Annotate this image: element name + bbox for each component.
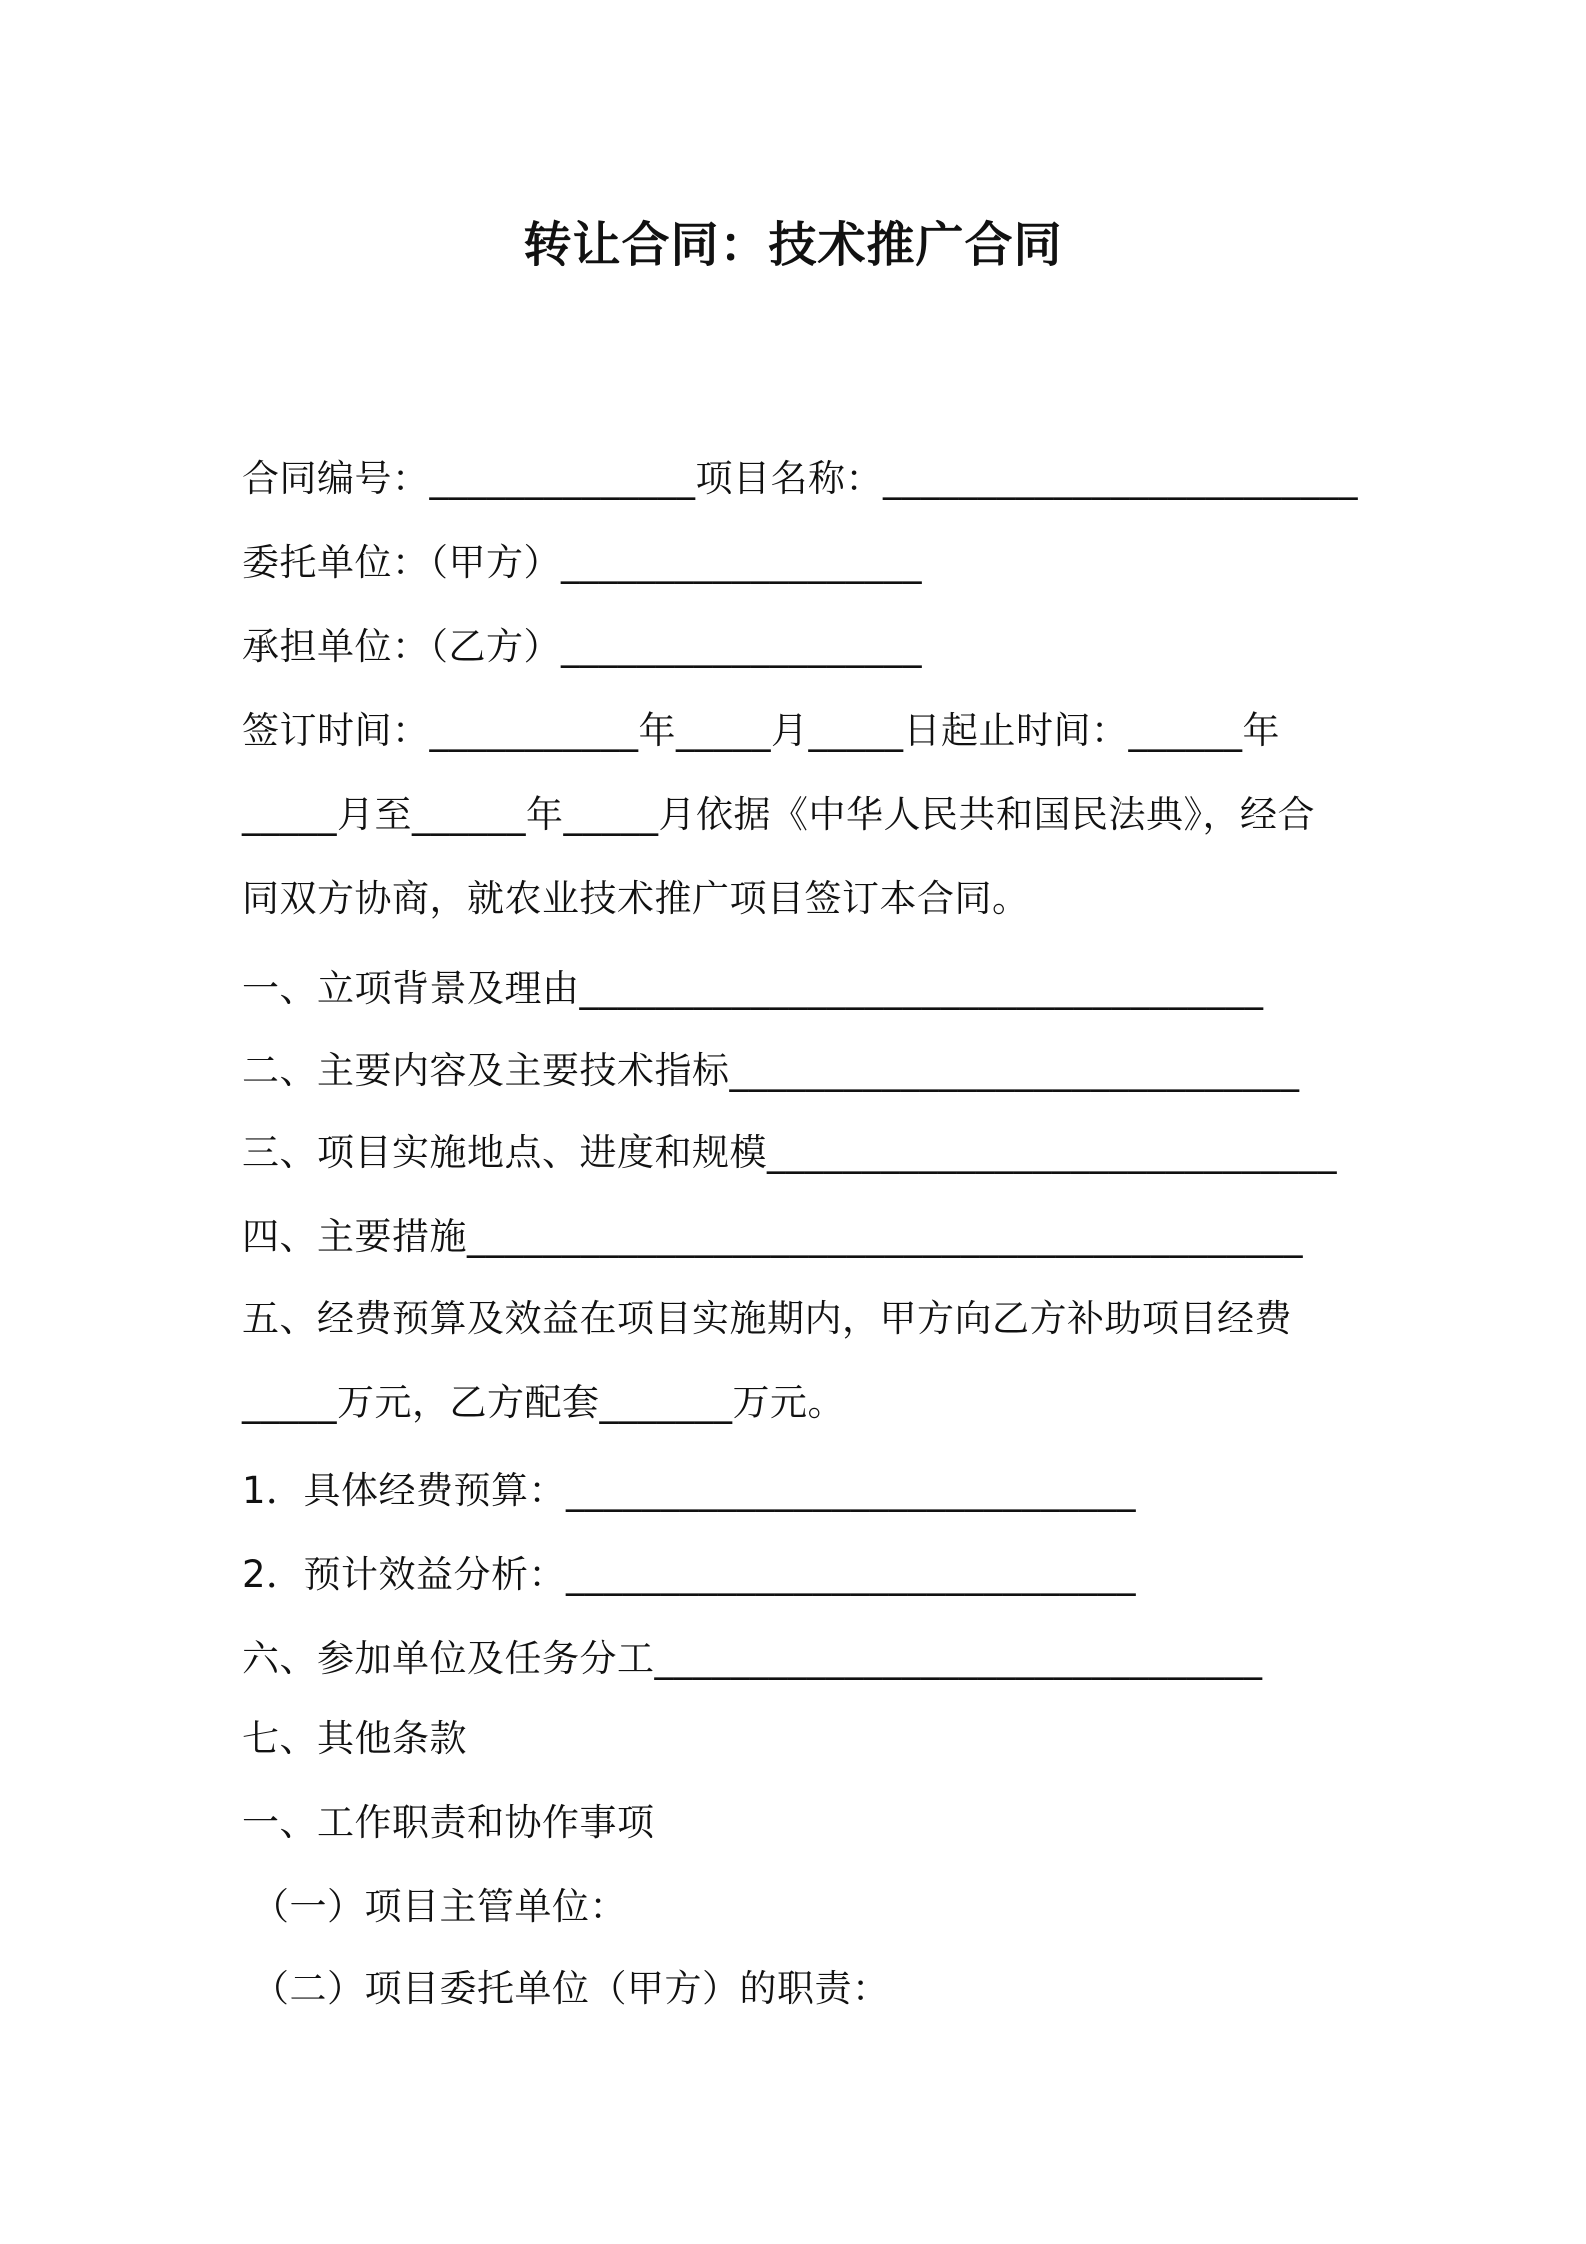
date-range-line: _____月至______年_____月依据《中华人民共和国民法典》，经合 (242, 793, 1315, 836)
client-duties-line: （二）项目委托单位（甲方）的职责： (252, 1967, 890, 2010)
contract-number-line: 合同编号：______________项目名称：_________________________ (242, 457, 1358, 500)
section-budget-line: 五、经费预算及效益在项目实施期内，甲方向乙方补助项目经费 (242, 1297, 1292, 1340)
budget-amount-line: _____万元，乙方配套_______万元。 (242, 1381, 845, 1424)
document-title: 转让合同：技术推广合同 (523, 217, 1063, 273)
section-content-line: 二、主要内容及主要技术指标______________________________ (242, 1049, 1300, 1092)
budget-detail-line: 1．具体经费预算：______________________________ (242, 1469, 1137, 1512)
section-participants-line: 六、参加单位及任务分工________________________________ (242, 1637, 1263, 1680)
client-party-line: 委托单位：（甲方）___________________ (242, 541, 922, 584)
duties-heading-line: 一、工作职责和协作事项 (242, 1801, 655, 1844)
supervisor-unit-line: （一）项目主管单位： (252, 1885, 627, 1928)
section-background-line: 一、立项背景及理由____________________________________ (242, 967, 1264, 1010)
contractor-party-line: 承担单位：（乙方）___________________ (242, 625, 922, 668)
section-measures-line: 四、主要措施____________________________________________ (242, 1215, 1303, 1258)
section-other-terms-line: 七、其他条款 (242, 1717, 467, 1760)
agreement-basis-line: 同双方协商，就农业技术推广项目签订本合同。 (242, 877, 1030, 920)
section-location-line: 三、项目实施地点、进度和规模______________________________ (242, 1131, 1337, 1174)
benefit-analysis-line: 2．预计效益分析：______________________________ (242, 1553, 1137, 1596)
signing-date-line: 签订时间：___________年_____月_____日起止时间：______年 (242, 709, 1280, 752)
